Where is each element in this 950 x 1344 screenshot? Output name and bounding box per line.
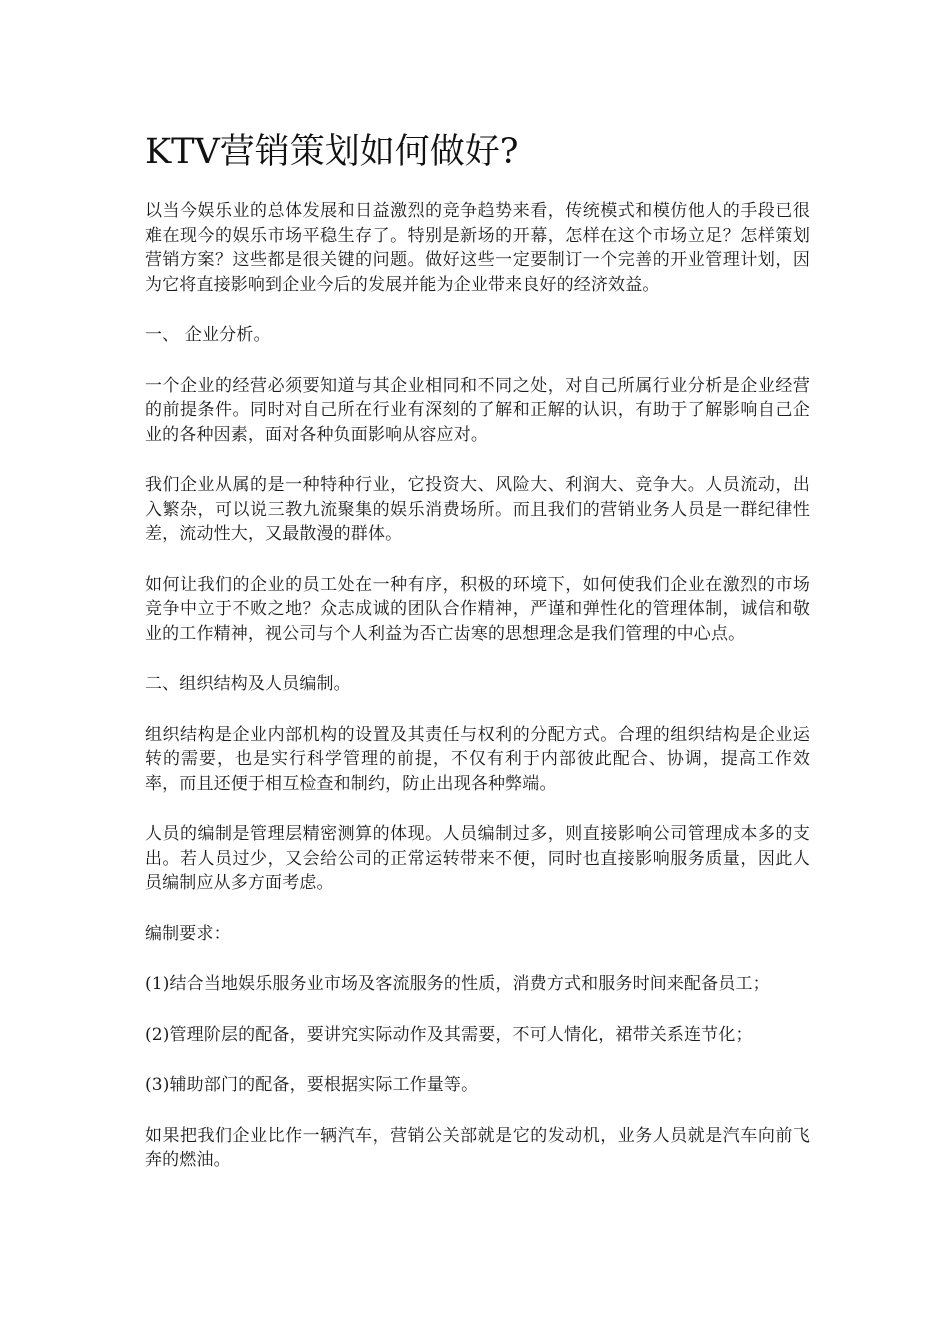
list-item-requirement-1: (1)结合当地娱乐服务业市场及客流服务的性质，消费方式和服务时间来配备员工； [145,974,770,994]
section-heading-staffing-requirements: 编制要求： [145,923,231,944]
paragraph-enterprise-analysis: 一个企业的经营必须要知道与其企业相同和不同之处，对自己所属行业分析是企业经营的前提条件。同时对自己所在行业有深刻的了解和正解的认识，有助于了解影响自己企业的各种因素，面对各种负面影响从容应对。 [145,375,810,445]
list-item-requirement-3: (3)辅助部门的配备，要根据实际工作量等。 [145,1075,479,1095]
list-item-requirement-2: (2)管理阶层的配备，要讲究实际动作及其需要，不可人情化，裙带关系连节化； [145,1024,753,1045]
paragraph-intro: 以当今娱乐业的总体发展和日益激烈的竞争趋势来看，传统模式和模仿他人的手段已很难在现今的娱乐市场平稳生存了。特别是新场的开幕，怎样在这个市场立足？怎样策划营销方案？这些都是很关键的问题。做好这些一定要制订一个完善的开业管理计划，因为它将直接影响到企业今后的发展并能为企业带来良好的经济效益。 [145,201,810,295]
paragraph-car-metaphor: 如果把我们企业比作一辆汽车，营销公关部就是它的发动机，业务人员就是汽车向前飞奔的燃油。 [145,1125,810,1170]
document-body [145,128,810,1199]
paragraph-staffing: 人员的编制是管理层精密测算的体现。人员编制过多，则直接影响公司管理成本多的支出。若人员过少，又会给公司的正常运转带来不便，同时也直接影响服务质量，因此人员编制应从多方面考虑。 [145,824,810,893]
paragraph-industry-nature: 我们企业从属的是一种特种行业，它投资大、风险大、利润大、竞争大。人员流动，出入繁杂，可以说三教九流聚集的娱乐消费场所。而且我们的营销业务人员是一群纪律性差，流动性大，又最散漫的群体。 [145,475,810,544]
paragraph-organization-structure: 组织结构是企业内部机构的设置及其责任与权利的分配方式。合理的组织结构是企业运转的需要，也是实行科学管理的前提，不仅有利于内部彼此配合、协调，提高工作效率，而且还便于相互检查和制约，防止出现各种弊端。 [145,724,810,794]
paragraph-management-core: 如何让我们的企业的员工处在一种有序，积极的环境下，如何使我们企业在激烈的市场竞争中立于不败之地？众志成诚的团队合作精神，严谨和弹性化的管理体制，诚信和敬业的工作精神，视公司与个人利益为否亡齿寒的思想理念是我们管理的中心点。 [145,574,810,644]
document-title: KTV营销策划如何做好? [145,132,519,172]
section-heading-organization: 二、组织结构及人员编制。 [145,674,351,694]
section-heading-enterprise-analysis: 一、 企业分析。 [145,325,271,345]
